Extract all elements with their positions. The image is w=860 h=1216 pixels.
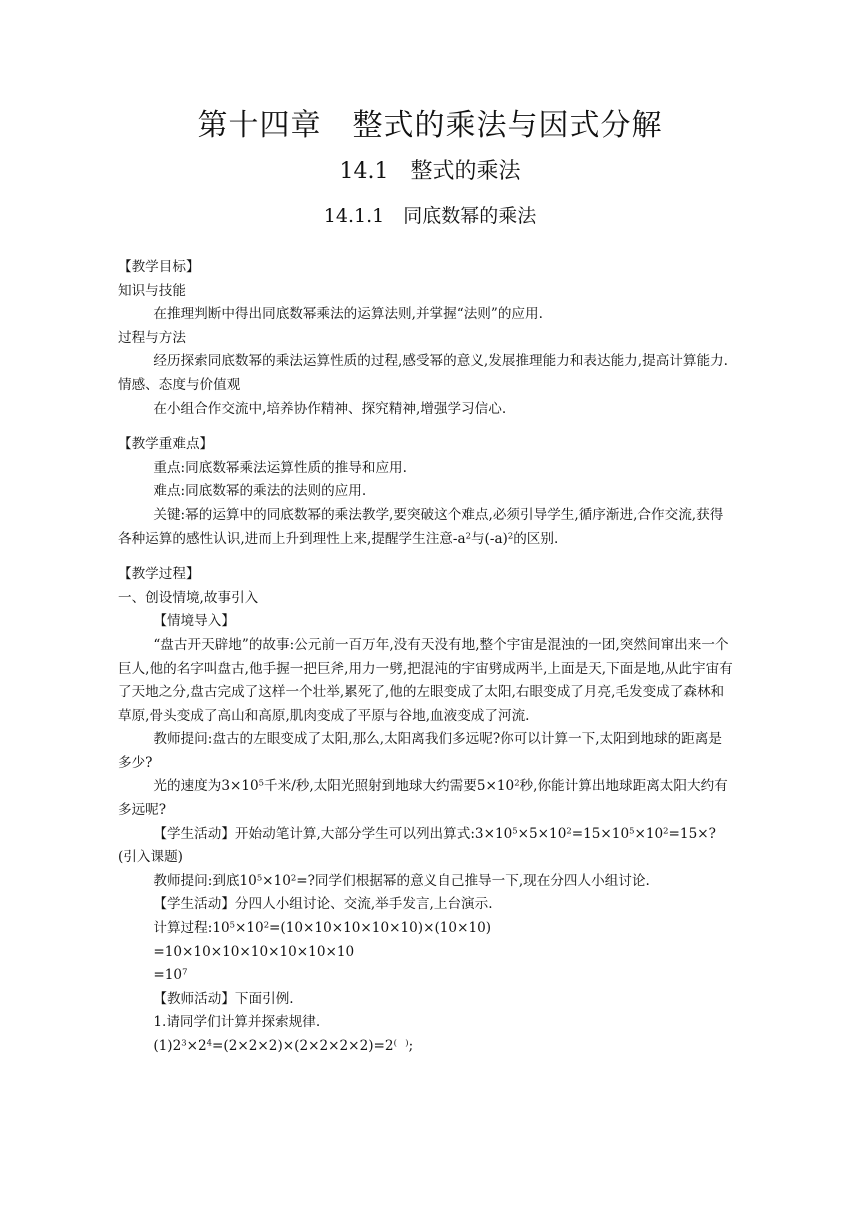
keypoints-heading: 【教学重难点】 bbox=[118, 436, 214, 453]
calc-line-1: 计算过程$:10^5\times 10^2=(10\times 10\times 10\times 10\times 10)\times(10\times 10)$ bbox=[153, 919, 492, 937]
light-speed-paragraph: 光的速度为$3\times 10^5$千米/秒,太阳光照射到地球大约需要$5\times 10^2$秒,你能计算出地球距离太阳大约有多远呢? bbox=[118, 777, 728, 819]
calc-line-3: $=10^7$ bbox=[153, 966, 188, 984]
knowledge-text: 在推理判断中得出同底数幂乘法的运算法则,并掌握“法则”的应用. bbox=[153, 306, 543, 323]
process-label: 过程与方法 bbox=[118, 329, 186, 346]
crux-point: 关键:幂的运算中的同底数幂的乘法教学,要突破这个难点,必须引导学生,循序渐进,合作交流,获得各种运算的感性认识,进而上升到理性上来,提醒学生注意$-a^2$与$(-a)^2$的区别. bbox=[118, 506, 724, 547]
key-point: 重点:同底数幂乘法运算性质的推导和应用. bbox=[153, 459, 407, 476]
section-title: 14.1 整式的乘法 bbox=[339, 159, 521, 184]
emotion-text: 在小组合作交流中,培养协作精神、探究精神,增强学习信心. bbox=[153, 400, 507, 417]
calc-line-2: =10×10×10×10×10×10×10 bbox=[153, 943, 355, 960]
document-body bbox=[118, 256, 734, 1059]
process-heading: 【教学过程】 bbox=[118, 566, 200, 583]
emotion-label: 情感、态度与价值观 bbox=[118, 376, 241, 393]
subsection-title: 14.1.1 同底数幂的乘法 bbox=[323, 205, 537, 227]
example-1: 1.请同学们计算并探索规律. bbox=[153, 1014, 321, 1031]
teacher-question-2: 教师提问:到底$10^5\times 10^2=$?同学们根据幂的意义自己推导一下,现在分四人小组讨论. bbox=[153, 872, 650, 889]
teacher-activity: 【教师活动】下面引例. bbox=[153, 990, 294, 1007]
student-activity-2: 【学生活动】分四人小组讨论、交流,举手发言,上台演示. bbox=[153, 896, 493, 913]
difficult-point: 难点:同底数幂的乘法的法则的应用. bbox=[153, 483, 367, 500]
student-activity-1: 【学生活动】开始动笔计算,大部分学生可以列出算式$:3\times 10^5\times 5\times 10^2=15\times 10^5\times 10^2=15\times$?(引入课题) bbox=[118, 825, 716, 866]
story-paragraph: “盘古开天辟地”的故事:公元前一百万年,没有天没有地,整个宇宙是混浊的一团,突然间窜出来一个巨人,他的名字叫盘古,他手握一把巨斧,用力一劈,把混沌的宇宙劈成两半,上面是天,下面是地,从此宇宙有了天地之分,盘古完成了这样一个壮举,累死了,他的左眼变成了太阳,右眼变成了月亮,毛发变成了森林和草原,骨头变成了高山和高原,肌肉变成了平原与谷地,血液变成了河流. bbox=[118, 636, 733, 724]
chapter-title: 第十四章 整式的乘法与因式分解 bbox=[197, 108, 663, 143]
objectives-heading: 【教学目标】 bbox=[118, 259, 200, 275]
process-text: 经历探索同底数幂的乘法运算性质的过程,感受幂的意义,发展推理能力和表达能力,提高计算能力. bbox=[153, 353, 728, 370]
intro-label: 【情境导入】 bbox=[153, 613, 235, 630]
part-one-heading: 一、创设情境,故事引入 bbox=[118, 589, 259, 606]
knowledge-label: 知识与技能 bbox=[118, 282, 186, 299]
teacher-question-1: 教师提问:盘古的左眼变成了太阳,那么,太阳离我们多远呢?你可以计算一下,太阳到地球的距离是多少? bbox=[118, 731, 722, 771]
example-1-part-1: $(1)2^3\times 2^4=(2\times 2\times 2)\times(2\times 2\times 2\times 2)=2^{( )}$; bbox=[153, 1037, 414, 1054]
